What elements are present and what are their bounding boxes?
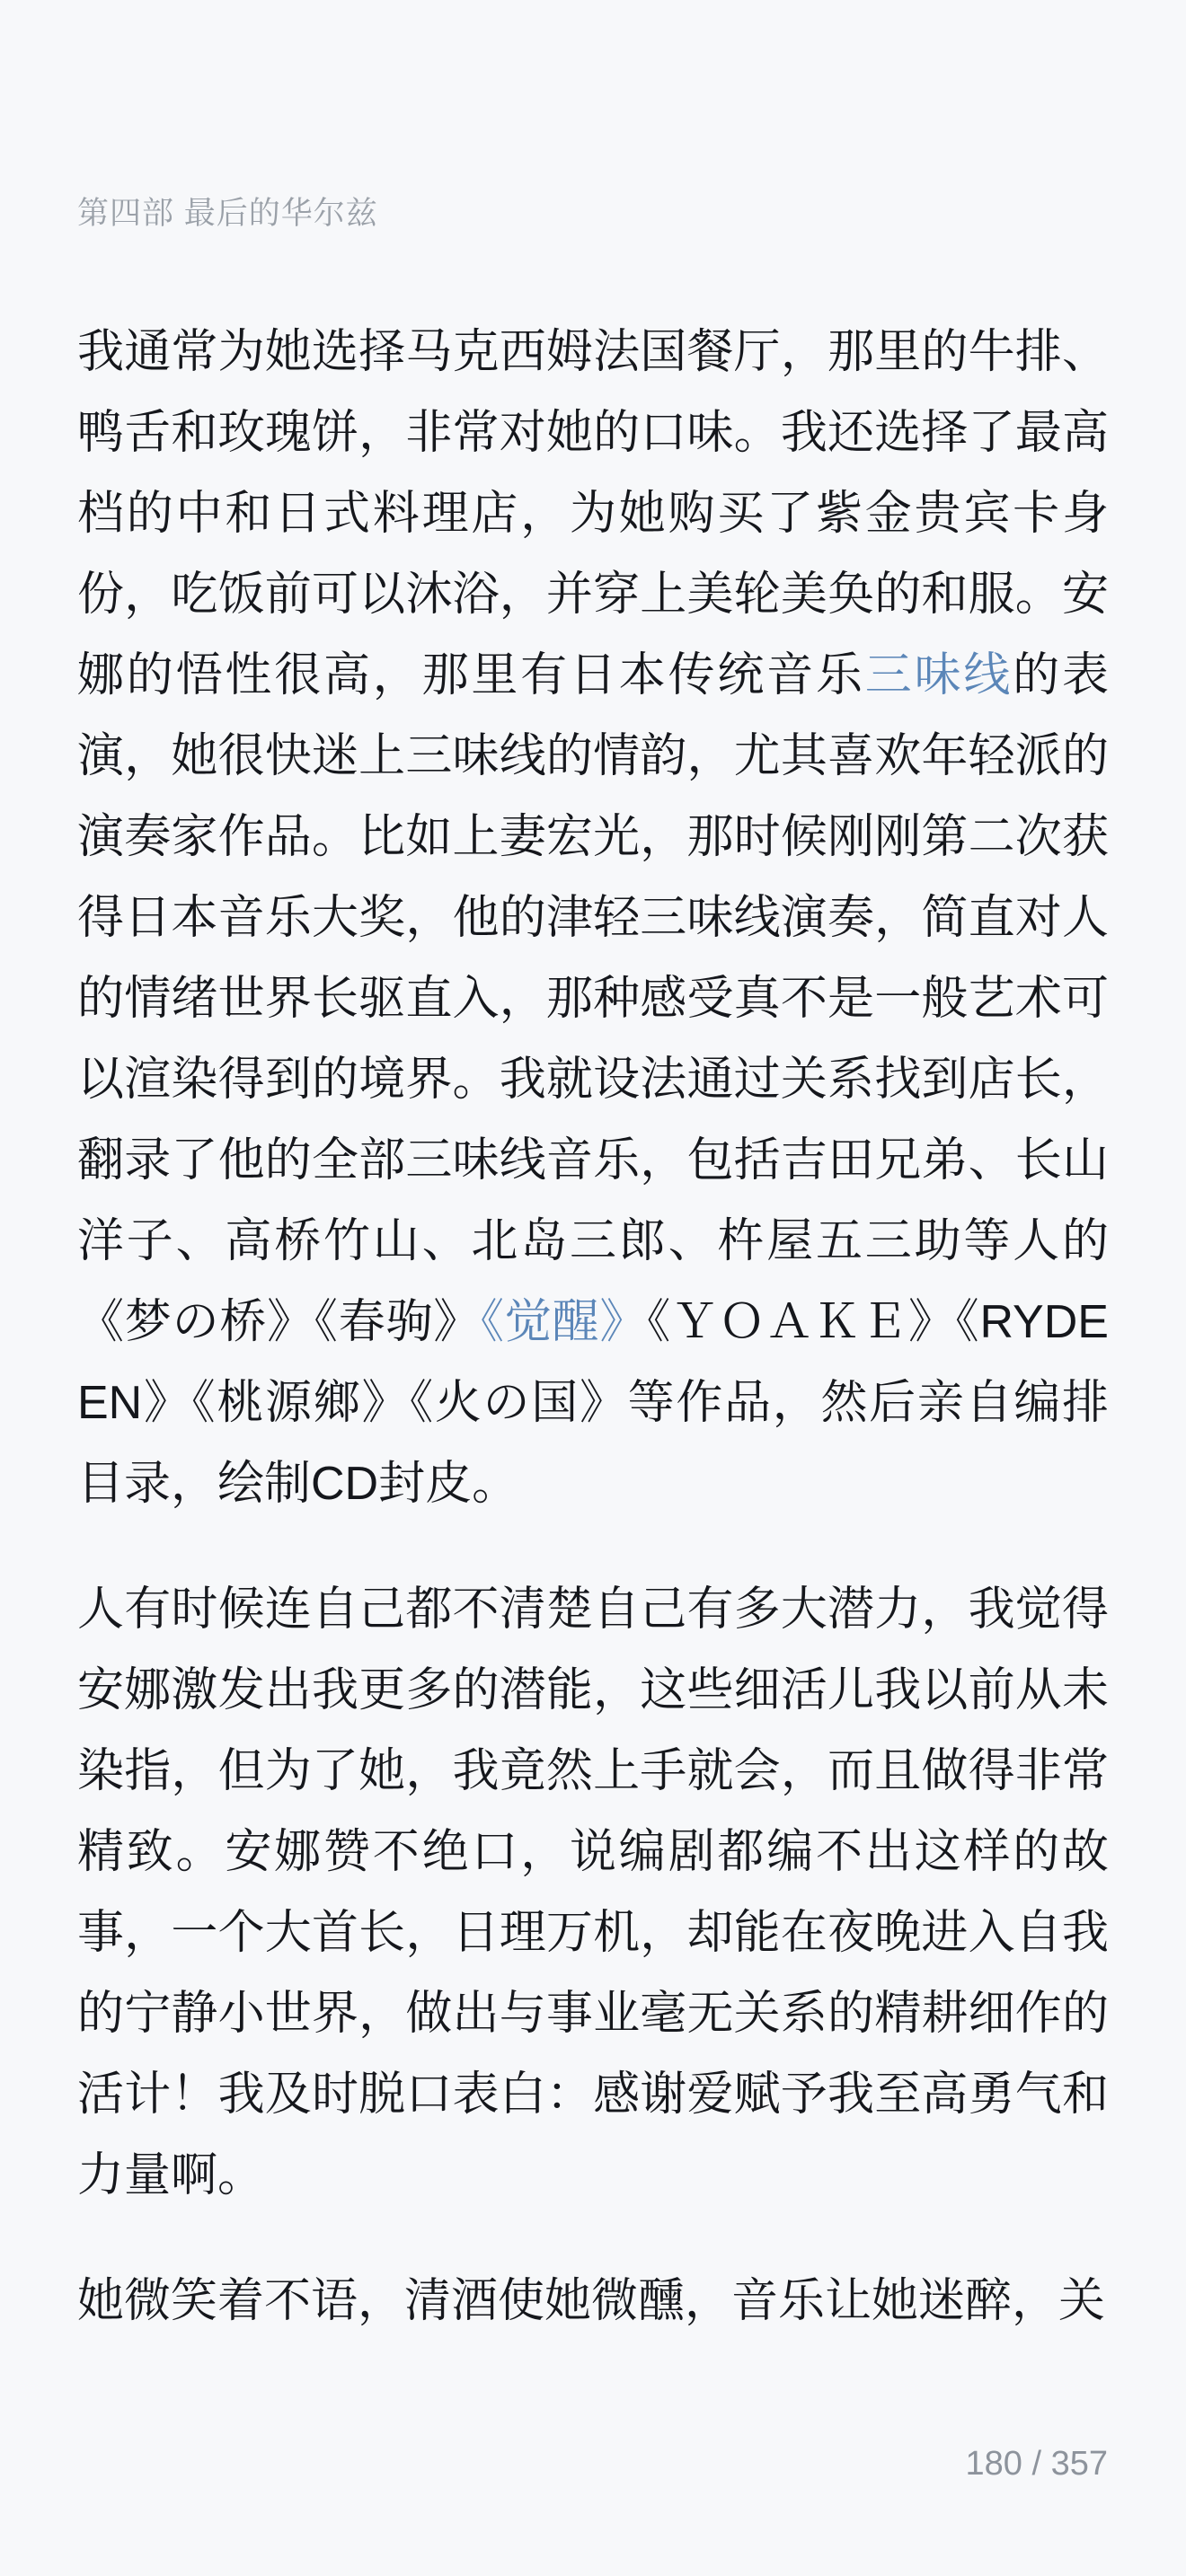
paragraph [77,1569,1109,2216]
paragraph-text: 她微笑着不语，清酒使她微醺，音乐让她迷醉，关 [77,2275,1106,2327]
paragraph [77,2261,1109,2342]
term-link[interactable]: 三味线 [864,649,1013,701]
paragraph [77,312,1109,1524]
paragraph-text: 的表演，她很快迷上三味线的情韵，尤其喜欢年轻派的演奏家作品。比如上妻宏光，那时候刚刚第二次获得日本音乐大奖，他的津轻三味线演奏，简直对人的情绪世界长驱直入，那种感受真不是一般艺术可以渲染得到的境界。我就设法通过关系找到店长，翻录了他的全部三味线音乐，包括吉田兄弟、长山洋子、高桥竹山、北岛三郎、杵屋五三助等人的《梦の桥》《春驹》 [77,649,1109,1348]
paragraph-text: 《ＹＯＡＫＥ》《RYDEEN》《桃源鄉》《火の国》等作品，然后亲自编排目录，绘制CD封皮。 [77,1296,1109,1510]
reader-content [77,312,1109,2342]
page-indicator: 180 / 357 [965,2445,1108,2483]
paragraph-text: 我通常为她选择马克西姆法国餐厅，那里的牛排、鸭舌和玫瑰饼，非常对她的口味。我还选择了最高档的中和日式料理店，为她购买了紫金贵宾卡身份，吃饭前可以沐浴，并穿上美轮美奂的和服。安娜的悟性很高，那里有日本传统音乐 [77,326,1109,701]
paragraph-text: 人有时候连自己都不清楚自己有多大潜力，我觉得安娜激发出我更多的潜能，这些细活儿我以前从未染指，但为了她，我竟然上手就会，而且做得非常精致。安娜赞不绝口，说编剧都编不出这样的故事，一个大首长，日理万机，却能在夜晚进入自我的宁静小世界，做出与事业毫无关系的精耕细作的活计！我及时脱口表白：感谢爱赋予我至高勇气和力量啊。 [77,1584,1109,2201]
term-link[interactable]: 《觉醒》 [481,1296,648,1348]
chapter-title: 第四部 最后的华尔兹 [77,196,378,231]
